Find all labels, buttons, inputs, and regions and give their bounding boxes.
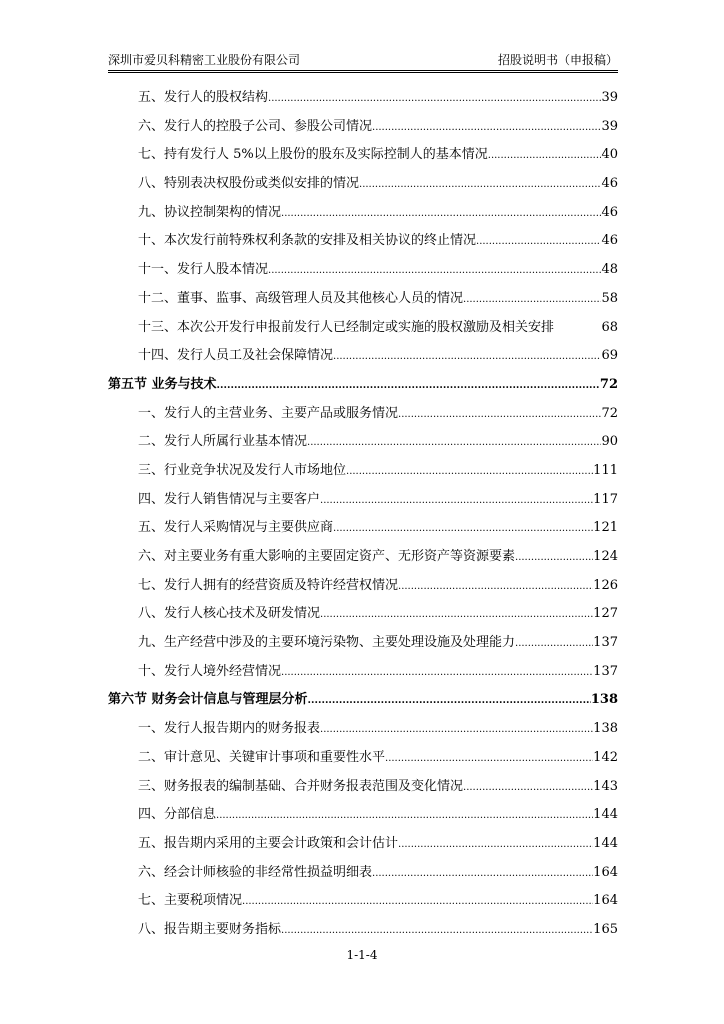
toc-entry-page: 126 [593, 577, 618, 593]
toc-entry-title: 二、审计意见、关键审计事项和重要性水平 [138, 749, 386, 765]
toc-entry[interactable] [108, 457, 618, 486]
toc-entry-title: 十一、发行人股本情况 [138, 262, 269, 278]
toc-entry-title: 七、主要税项情况 [138, 893, 243, 909]
toc-entry-title: 五、发行人采购情况与主要供应商 [138, 520, 334, 536]
toc-entry[interactable] [108, 400, 618, 429]
toc-entry[interactable] [108, 715, 618, 744]
toc-entry-title: 八、发行人核心技术及研发情况 [138, 606, 321, 622]
toc-dot-leader [463, 773, 593, 803]
toc-dot-leader [372, 113, 601, 143]
toc-dot-leader [333, 514, 593, 544]
toc-dot-leader [268, 256, 601, 286]
toc-entry-title: 三、行业竞争状况及发行人市场地位 [138, 462, 347, 478]
toc-entry-page: 164 [593, 893, 618, 909]
toc-entry[interactable] [108, 342, 618, 371]
toc-entry-title: 五、报告期内采用的主要会计政策和会计估计 [138, 835, 399, 851]
toc-entry-page: 127 [593, 606, 618, 622]
toc-entry-page: 117 [593, 491, 618, 507]
toc-entry-page: 137 [593, 663, 618, 679]
toc-dot-leader [515, 543, 593, 573]
toc-dot-leader [217, 371, 600, 401]
toc-entry-page: 46 [601, 176, 618, 192]
toc-dot-leader [308, 686, 591, 716]
toc-dot-leader [372, 859, 593, 889]
toc-dot-leader [320, 486, 593, 516]
toc-dot-leader [385, 744, 593, 774]
toc-dot-leader [320, 600, 593, 630]
toc-section[interactable] [108, 686, 618, 715]
toc-entry-title: 九、协议控制架构的情况 [138, 204, 282, 220]
toc-entry-page: 138 [593, 721, 618, 737]
toc-entry[interactable] [108, 629, 618, 658]
toc-entry-page: 164 [593, 864, 618, 880]
toc-dot-leader [268, 84, 601, 114]
toc-entry[interactable] [108, 859, 618, 888]
toc-dot-leader [346, 457, 593, 487]
toc-entry-title: 二、发行人所属行业基本情况 [138, 434, 308, 450]
toc-dot-leader [307, 428, 601, 458]
toc-entry-page: 165 [593, 921, 618, 937]
toc-entry-title: 十、本次发行前特殊权利条款的安排及相关协议的终止情况 [138, 233, 477, 249]
page-header [108, 52, 618, 70]
toc-section[interactable] [108, 371, 618, 400]
toc-entry-title: 十三、本次公开发行申报前发行人已经制定或实施的股权激励及相关安排 [138, 319, 555, 335]
toc-entry-page: 137 [593, 635, 618, 651]
toc-entry[interactable] [108, 227, 618, 256]
toc-entry[interactable] [108, 285, 618, 314]
toc-dot-leader [281, 916, 593, 946]
toc-entry[interactable] [108, 486, 618, 515]
toc-entry-page: 68 [601, 319, 618, 335]
toc-entry-title: 一、发行人的主营业务、主要产品或服务情况 [138, 405, 399, 421]
toc-entry-page: 124 [593, 549, 618, 564]
toc-entry-title: 第五节 业务与技术 [108, 376, 217, 392]
toc-entry[interactable] [108, 801, 618, 830]
toc-entry[interactable] [108, 744, 618, 773]
document-type: 招股说明书（申报稿） [497, 53, 618, 67]
toc-entry-page: 58 [601, 290, 618, 306]
toc-entry-title: 一、发行人报告期内的财务报表 [138, 721, 321, 737]
toc-entry-page: 144 [593, 835, 618, 851]
toc-entry-page: 142 [593, 749, 618, 765]
toc-entry[interactable] [108, 543, 618, 572]
toc-dot-leader [281, 658, 593, 688]
table-of-contents [108, 84, 618, 945]
toc-entry[interactable] [108, 141, 618, 170]
header-rule-top [108, 70, 618, 71]
toc-entry-title: 三、财务报表的编制基础、合并财务报表范围及变化情况 [138, 778, 464, 794]
toc-entry[interactable] [108, 600, 618, 629]
toc-entry-title: 第六节 财务会计信息与管理层分析 [108, 692, 308, 708]
toc-dot-leader [359, 170, 601, 200]
company-name: 深圳市爱贝科精密工业股份有限公司 [108, 53, 301, 67]
toc-entry-title: 八、报告期主要财务指标 [138, 921, 282, 937]
toc-dot-leader [476, 227, 601, 257]
toc-entry-title: 十二、董事、监事、高级管理人员及其他核心人员的情况 [138, 290, 464, 306]
header-rule-bottom [108, 72, 618, 73]
toc-entry-title: 七、发行人拥有的经营资质及特许经营权情况 [138, 577, 399, 593]
toc-entry-page: 46 [601, 233, 618, 249]
toc-entry-title: 六、发行人的控股子公司、参股公司情况 [138, 118, 373, 134]
toc-entry[interactable] [108, 428, 618, 457]
toc-entry[interactable] [108, 170, 618, 199]
toc-entry-title: 六、对主要业务有重大影响的主要固定资产、无形资产等资源要素 [138, 549, 516, 564]
toc-entry-page: 48 [601, 262, 618, 278]
toc-entry[interactable] [108, 830, 618, 859]
toc-entry[interactable] [108, 113, 618, 142]
toc-entry[interactable] [108, 572, 618, 601]
toc-entry-title: 七、持有发行人 5%以上股份的股东及实际控制人的基本情况 [138, 147, 488, 163]
page-number: 1-1-4 [346, 948, 378, 962]
toc-entry-page: 111 [593, 462, 618, 478]
toc-dot-leader [242, 887, 593, 917]
toc-entry-title: 十四、发行人员工及社会保障情况 [138, 348, 334, 364]
toc-entry[interactable] [108, 887, 618, 916]
toc-entry-page: 69 [601, 348, 618, 364]
toc-dot-leader [333, 342, 601, 372]
toc-dot-leader [488, 141, 602, 171]
toc-entry-title: 四、分部信息 [138, 807, 217, 823]
toc-entry-page: 46 [601, 204, 618, 220]
toc-entry[interactable] [108, 256, 618, 285]
toc-entry-title: 九、生产经营中涉及的主要环境污染物、主要处理设施及处理能力 [138, 635, 516, 651]
toc-entry[interactable] [108, 514, 618, 543]
toc-dot-leader [216, 801, 593, 831]
toc-entry[interactable] [108, 84, 618, 113]
toc-entry[interactable] [108, 658, 618, 687]
toc-dot-leader [398, 830, 593, 860]
toc-entry-page: 143 [593, 778, 618, 794]
toc-dot-leader [463, 285, 601, 315]
toc-entry[interactable] [108, 916, 618, 945]
toc-entry-page: 72 [599, 376, 618, 392]
toc-entry-page: 90 [601, 434, 618, 450]
toc-entry-page: 138 [590, 692, 618, 708]
toc-entry-page: 121 [593, 520, 618, 536]
toc-dot-leader [281, 199, 601, 229]
toc-entry[interactable] [108, 773, 618, 802]
toc-entry-page: 144 [593, 807, 618, 823]
toc-entry-title: 十、发行人境外经营情况 [138, 663, 282, 679]
toc-entry-page: 39 [601, 90, 618, 105]
toc-entry-title: 五、发行人的股权结构 [138, 90, 269, 105]
toc-entry-title: 六、经会计师核验的非经常性损益明细表 [138, 864, 373, 880]
toc-entry-page: 39 [601, 118, 618, 134]
toc-entry-title: 八、特别表决权股份或类似安排的情况 [138, 176, 360, 192]
toc-entry[interactable] [108, 314, 618, 343]
toc-entry-title: 四、发行人销售情况与主要客户 [138, 491, 321, 507]
toc-entry-page: 72 [601, 405, 618, 421]
toc-dot-leader [515, 629, 593, 659]
toc-dot-leader [398, 400, 601, 430]
toc-dot-leader [320, 715, 593, 745]
toc-entry-page: 40 [601, 147, 618, 163]
toc-entry[interactable] [108, 199, 618, 228]
toc-dot-leader [398, 572, 593, 602]
